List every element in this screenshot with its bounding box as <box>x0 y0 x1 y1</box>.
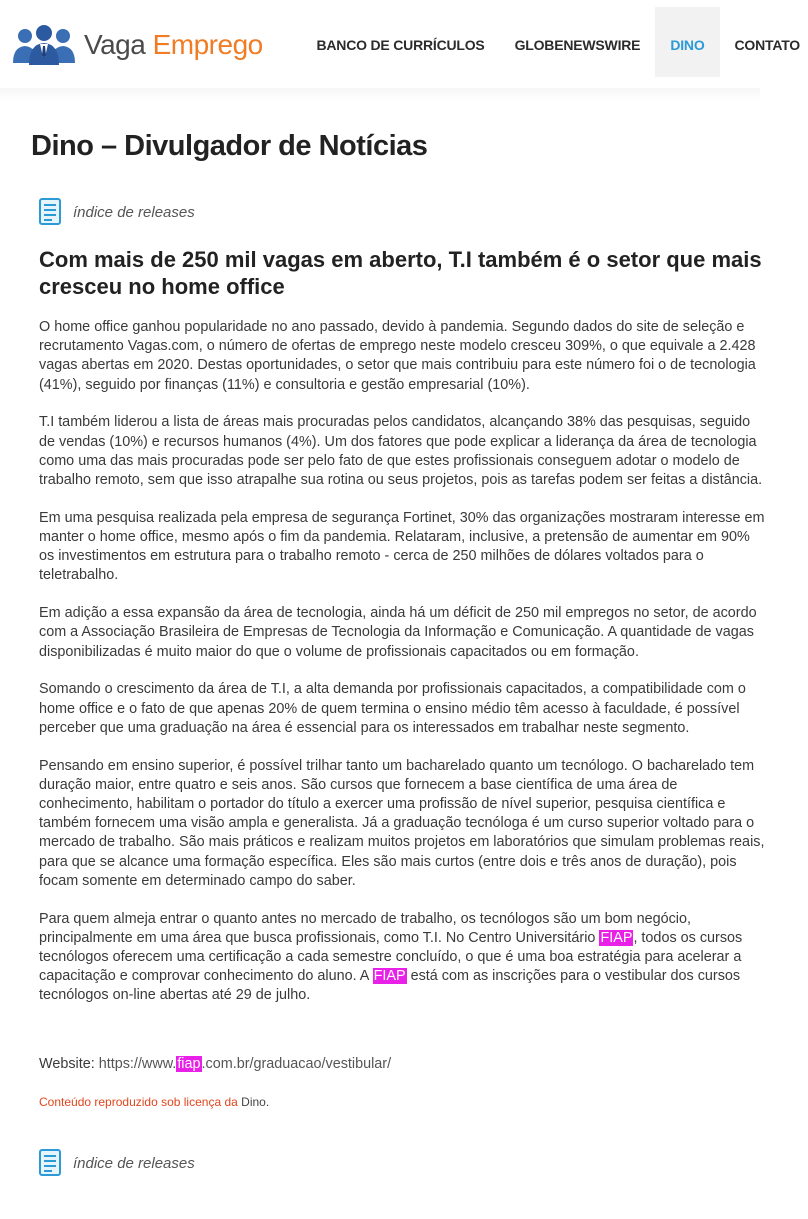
article-body <box>39 318 767 1024</box>
logo-word-1: Vaga <box>84 29 146 60</box>
article-paragraph: T.I também liderou a lista de áreas mais procuradas pelos candidatos, alcançando 38% das pesquisas, seguido de vendas (10%) e recursos humanos (4%). Um dos fatores que pode explicar a liderança da área de tecnologia como uma das mais procuradas pode ser pelo fato de que estes profissionais conseguem adotar o modelo de trabalho remoto, sem que isso atrapalhe sua rotina ou seus projetos, pois as tarefas podem ser feitas a distância. <box>39 414 763 489</box>
site-header <box>0 0 808 90</box>
search-highlight: fiap <box>177 1056 201 1072</box>
logo-wordmark <box>84 23 263 67</box>
nav-item-banco-de-curriculos[interactable]: BANCO DE CURRÍCULOS <box>316 37 485 53</box>
article-paragraph <box>39 910 767 1006</box>
document-icon <box>39 1149 63 1177</box>
releases-index-label: índice de releases <box>73 1154 195 1172</box>
site-logo[interactable] <box>12 22 263 68</box>
document-icon <box>39 198 63 226</box>
nav-item-globenewswire[interactable]: GLOBENEWSWIRE <box>514 37 641 53</box>
header-divider <box>0 88 760 102</box>
paragraph-text: está com as inscrições para o vestibular dos cursos tecnólogos on-line abertas até 29 de julho. <box>39 968 741 1004</box>
website-label: Website: <box>39 1056 95 1072</box>
website-link[interactable] <box>99 1056 391 1072</box>
nav-item-dino[interactable]: DINO <box>655 7 719 77</box>
page-title: Dino – Divulgador de Notícias <box>31 130 428 162</box>
releases-index-label: índice de releases <box>73 203 195 221</box>
url-prefix: https://www. <box>98 1056 177 1072</box>
main-nav <box>301 7 808 77</box>
license-source-link[interactable]: Dino. <box>241 1095 270 1109</box>
search-highlight: FIAP <box>373 968 406 985</box>
license-note <box>39 1095 269 1109</box>
paragraph-text: , todos os cursos tecnólogos oferecem uma certificação a cada semestre concluído, o que é uma boa estratégia para acelerar a capacitação e comprovar conhecimento do aluno. A <box>39 929 743 985</box>
license-text: Conteúdo reproduzido sob licença da <box>39 1095 238 1109</box>
releases-index-link-bottom[interactable] <box>39 1149 195 1177</box>
url-suffix: .com.br/graduacao/vestibular/ <box>201 1056 392 1072</box>
paragraph-text: Para quem almeja entrar o quanto antes no mercado de trabalho, os tecnólogos são um bom negócio, principalmente em uma área que busca profissionais, como T.I. No Centro Universitário <box>39 910 691 946</box>
article-title: Com mais de 250 mil vagas em aberto, T.I também é o setor que mais cresceu no home office <box>39 247 762 299</box>
article-paragraph: Pensando em ensino superior, é possível trilhar tanto um bacharelado quanto um tecnólogo. O bacharelado tem duração maior, entre quatro e seis anos. São cursos que fornecem a base científica de uma área de conhecimento, habilitam o portador do título a exercer uma profissão de nível superior, pesquisa científica e também fornecem uma visão ampla e generalista. Já a graduação tecnóloga é um curso superior voltado para o mercado de trabalho. São mais práticos e realizam muitos projetos em laboratórios que simulam problemas reais, para que se alcance uma formação específica. Eles são mais curtos (entre dois e três anos de duração), pois focam somente em determinado campo do saber. <box>39 757 765 889</box>
article-paragraph: O home office ganhou popularidade no ano passado, devido à pandemia. Segundo dados do site de seleção e recrutamento Vagas.com, o número de ofertas de emprego neste modelo cresceu 309%, o que equivale a 2.428 vagas abertas em 2020. Destas oportunidades, o setor que mais contribuiu para este número foi o de tecnologia (41%), seguido por finanças (11%) e consultoria e gestão empresarial (10%). <box>39 319 756 393</box>
article-paragraph: Em uma pesquisa realizada pela empresa de segurança Fortinet, 30% das organizações mostraram interesse em manter o home office, mesmo após o fim da pandemia. Relataram, inclusive, a pretensão de aumentar em 90% os investimentos em estrutura para o trabalho remoto - cerca de 250 milhões de dólares voltados para o teletrabalho. <box>39 509 765 584</box>
nav-item-contato[interactable]: CONTATO <box>734 37 800 53</box>
article-paragraph: Em adição a essa expansão da área de tecnologia, ainda há um déficit de 250 mil empregos no setor, de acordo com a Associação Brasileira de Empresas de Tecnologia da Informação e Comunicação. A quantidade de vagas disponibilizadas é muito maior do que o volume de profissionais capacitados ou em formação. <box>39 605 757 660</box>
search-highlight: FIAP <box>600 929 633 946</box>
logo-word-2: Emprego <box>152 29 263 60</box>
website-line <box>39 1056 391 1072</box>
releases-index-link-top[interactable] <box>39 198 195 226</box>
people-group-icon <box>12 23 76 67</box>
article-paragraph: Somando o crescimento da área de T.I, a alta demanda por profissionais capacitados, a compatibilidade com o home office e o fato de que apenas 20% de quem termina o ensino médio têm acesso à faculdade, é possível perceber que uma graduação na área é essencial para os interessados em trabalhar neste segmento. <box>39 681 746 736</box>
